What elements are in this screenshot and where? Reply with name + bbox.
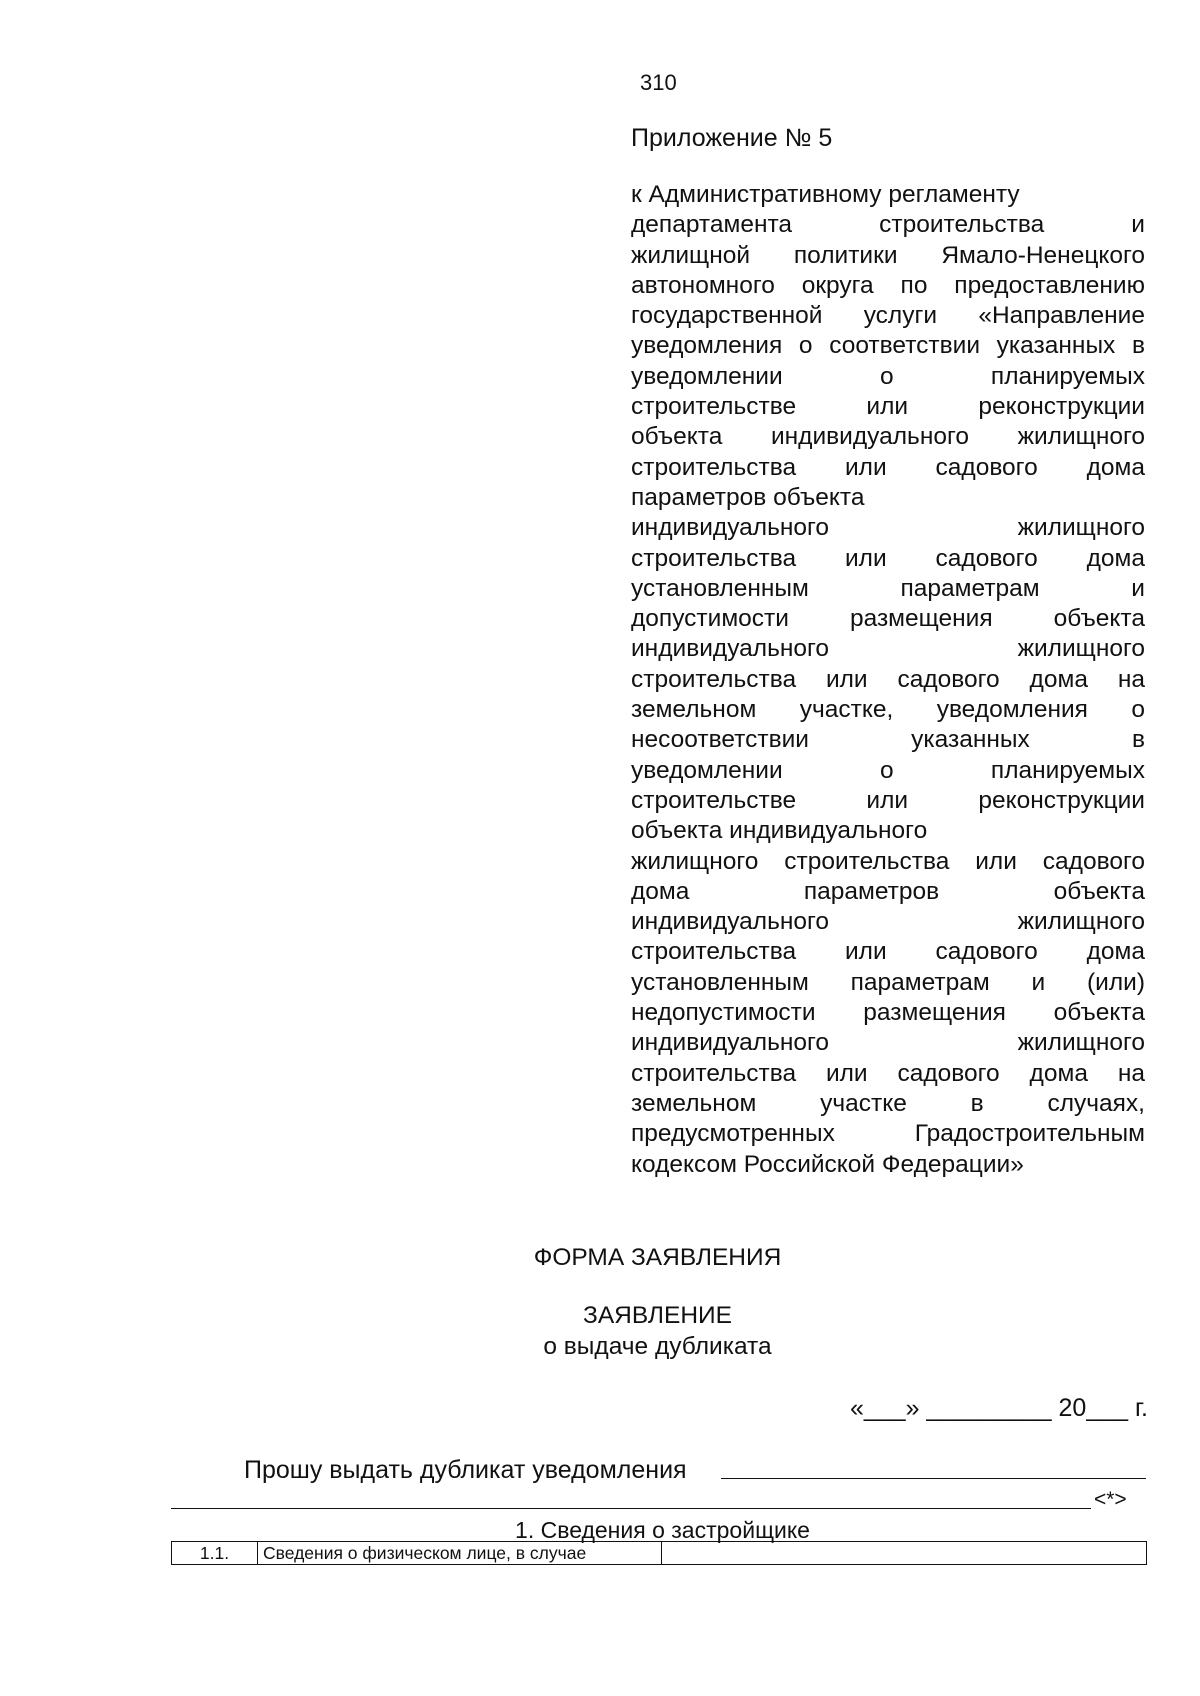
request-continuation-field[interactable] [171,1508,1091,1509]
regulation-line: строительства или садового дома [631,453,1145,481]
regulation-line: уведомлении о планируемых [631,756,1145,784]
regulation-line: строительства или садового дома на [631,665,1145,693]
regulation-line: к Административному регламенту [631,181,1020,208]
regulation-line: земельном участке, уведомления о [631,696,1145,724]
regulation-line: строительства или садового дома на [631,1059,1145,1087]
section-title: 1. Сведения о застройщике [515,1517,810,1543]
regulation-reference [631,180,1145,1180]
row-number-cell: 1.1. [172,1542,258,1564]
form-heading: ФОРМА ЗАЯВЛЕНИЯ [533,1244,782,1271]
regulation-line: индивидуального жилищного [631,908,1145,936]
regulation-line: автономного округа по предоставлению [631,271,1145,299]
regulation-line: земельном участке в случаях, [631,1089,1145,1117]
regulation-line: жилищного строительства или садового [631,847,1145,875]
regulation-line: государственной услуги «Направление [631,302,1145,330]
appendix-title: Приложение № 5 [631,124,833,152]
regulation-line: кодексом Российской Федерации» [631,1150,1024,1178]
regulation-line: строительства или садового дома [631,938,1145,966]
request-text: Прошу выдать дубликат уведомления [244,1456,687,1484]
regulation-line: дома параметров объекта [631,877,1145,905]
regulation-line: допустимости размещения объекта [631,605,1145,633]
regulation-line: несоответствии указанных в [631,726,1145,754]
date-field[interactable]: «___» _________ 20___ г. [849,1394,1148,1422]
footnote-mark: <*> [1094,1488,1127,1511]
statement-title: ЗАЯВЛЕНИЕ [583,1302,732,1329]
regulation-line: установленным параметрам и (или) [631,968,1145,996]
regulation-line: параметров объекта [631,483,865,511]
regulation-line: предусмотренных Градостроительным [631,1120,1145,1148]
statement-subtitle: о выдаче дубликата [543,1333,772,1360]
row-label-cell: Сведения о физическом лице, в случае [258,1542,662,1564]
regulation-line: индивидуального жилищного [631,1029,1145,1057]
page-number: 310 [640,70,677,95]
row-value-cell[interactable] [662,1542,1146,1564]
regulation-line: установленным параметрам и [631,574,1145,602]
regulation-line: индивидуального жилищного [631,514,1145,542]
regulation-line: уведомлении о планируемых [631,362,1145,390]
regulation-line: уведомления о соответствии указанных в [631,332,1145,360]
regulation-line: департамента строительства и [631,211,1145,239]
regulation-line: жилищной политики Ямало-Ненецкого [631,241,1145,269]
regulation-line: индивидуального жилищного [631,635,1145,663]
request-blank-field[interactable] [721,1478,1146,1479]
regulation-line: строительстве или реконструкции [631,393,1145,421]
regulation-line: объекта индивидуального [631,817,928,845]
regulation-line: недопустимости размещения объекта [631,999,1145,1027]
regulation-line: строительстве или реконструкции [631,786,1145,814]
developer-info-table [171,1541,1147,1565]
regulation-line: строительства или садового дома [631,544,1145,572]
regulation-line: объекта индивидуального жилищного [631,423,1145,451]
